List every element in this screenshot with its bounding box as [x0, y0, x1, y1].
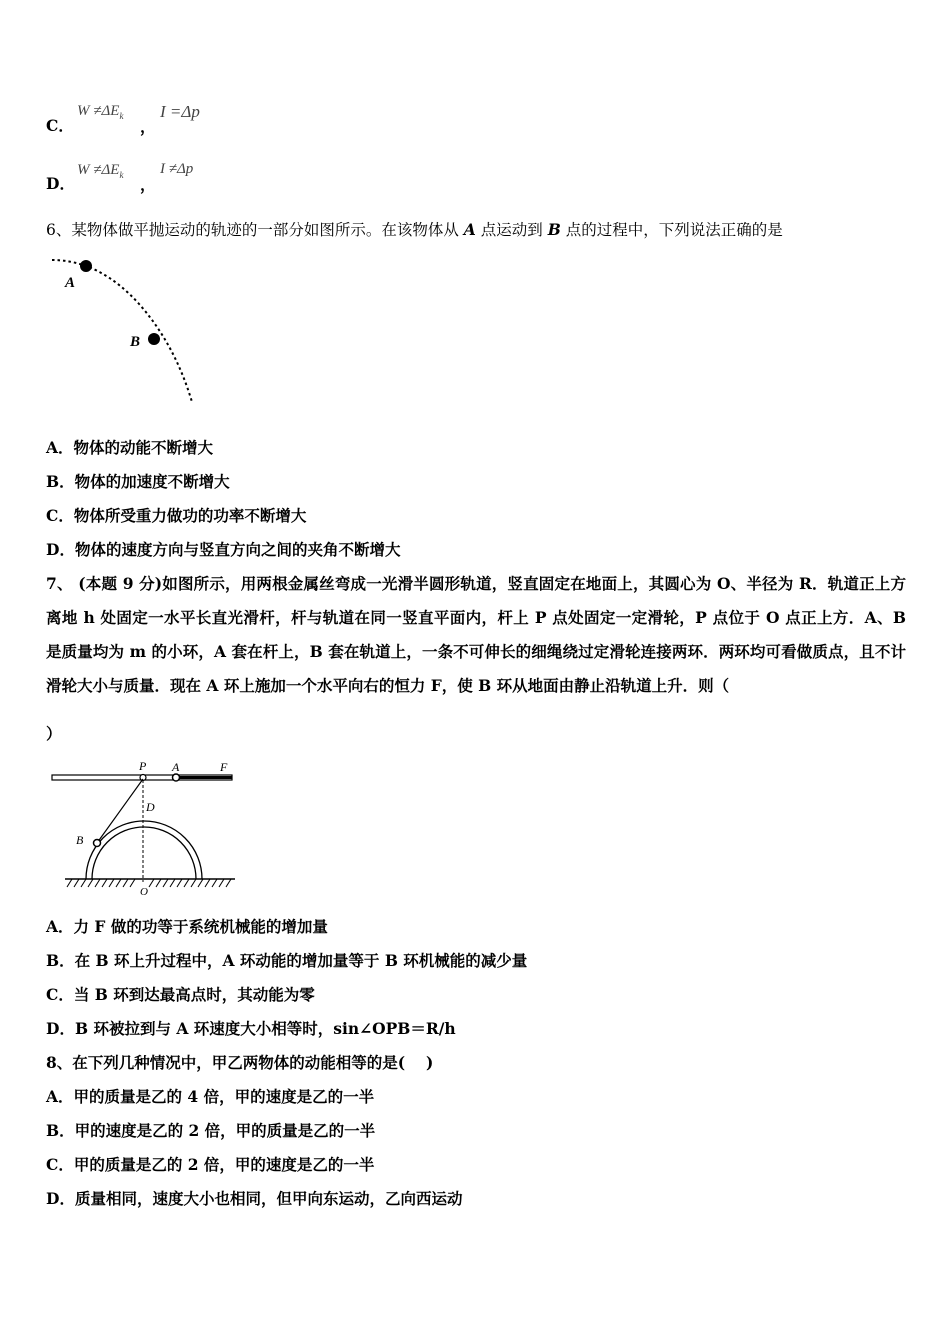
label-b: B: [130, 334, 141, 350]
q7-option-c: C．当 B 环到达最高点时，其动能为零: [46, 985, 315, 1004]
q5-option-c-eq1: $W \ne\Delta E_k$: [77, 103, 124, 121]
q6-option-d: D．物体的速度方向与竖直方向之间的夹角不断增大: [46, 540, 401, 559]
q6-option-b: B．物体的加速度不断增大: [46, 472, 230, 491]
ring-a: [173, 774, 180, 781]
q5-option-c-eq2: I =Δp: [160, 102, 200, 121]
q7-option-d: D．B 环被拉到与 A 环速度大小相等时，sin∠OPB＝R/h: [46, 1019, 456, 1038]
q8-option-d: D．质量相同，速度大小也相同，但甲向东运动，乙向西运动: [46, 1189, 463, 1208]
q5-option-c-sep: ，: [140, 117, 156, 136]
label-p: P: [139, 759, 147, 773]
q7-option-b: B．在 B 环上升过程中，A 环动能的增加量等于 B 环机械能的减少量: [46, 951, 528, 970]
q5-option-d-sep: ，: [140, 175, 156, 194]
q6-stem: 6、某物体做平抛运动的轨迹的一部分如图所示。在该物体从 A 点运动到 B 点的过程中，下列说法正确的是: [46, 220, 783, 239]
q8-option-b: B．甲的速度是乙的 2 倍，甲的质量是乙的一半: [46, 1121, 376, 1140]
q8-option-a: A．甲的质量是乙的 4 倍，甲的速度是乙的一半: [46, 1087, 375, 1106]
q7-option-a: A．力 F 做的功等于系统机械能的增加量: [46, 917, 328, 936]
q7-semicircle-figure: [50, 757, 245, 897]
q5-option-c-label: C．: [46, 116, 74, 135]
q5-option-d-eq1: $W \ne\Delta E_k$: [77, 162, 124, 180]
track-outer: [86, 821, 202, 879]
q6-option-a: A．物体的动能不断增大: [46, 438, 214, 457]
label-o: O: [140, 886, 148, 897]
ring-b: [94, 840, 101, 847]
label-f: F: [220, 760, 228, 774]
track-inner: [92, 827, 196, 879]
point-b: [148, 333, 160, 345]
q6-trajectory-figure: [50, 250, 200, 410]
point-a: [80, 260, 92, 272]
q5-option-d-eq2: I ≠Δp: [160, 161, 194, 177]
ground-hatch: [67, 879, 231, 887]
q5-option-d-label: D．: [46, 174, 75, 193]
q6-option-c: C．物体所受重力做功的功率不断增大: [46, 506, 307, 525]
q8-option-c: C．甲的质量是乙的 2 倍，甲的速度是乙的一半: [46, 1155, 375, 1174]
q7-stem-end: ）: [46, 724, 62, 743]
label-a: A: [65, 275, 76, 291]
q7-stem: 7、 (本题 9 分)如图所示，用两根金属丝弯成一光滑半圆形轨道，竖直固定在地面上，其圆心为 O、半径为 R．轨道正上方离地 h 处固定一水平长直光滑杆，杆与轨道在同一竖直平面内，杆上 P 点处固定一定滑轮，P 点位于 O 点正上方．A、B 是质量均为 m 的小环，A 套在杆上，B 套在轨道上，一条不可伸长的细绳绕过定滑轮连接两环．两环均可看做质点，且不计滑轮大小与质量．现在 A 环上施加一个水平向右的恒力 F，使 B 环从地面由静止沿轨道上升．则（: [46, 574, 906, 695]
label-d: D: [146, 800, 155, 814]
label-b: B: [76, 833, 84, 847]
label-a: A: [172, 760, 180, 774]
q8-stem: 8、在下列几种情况中，甲乙两物体的动能相等的是( ): [46, 1053, 434, 1072]
